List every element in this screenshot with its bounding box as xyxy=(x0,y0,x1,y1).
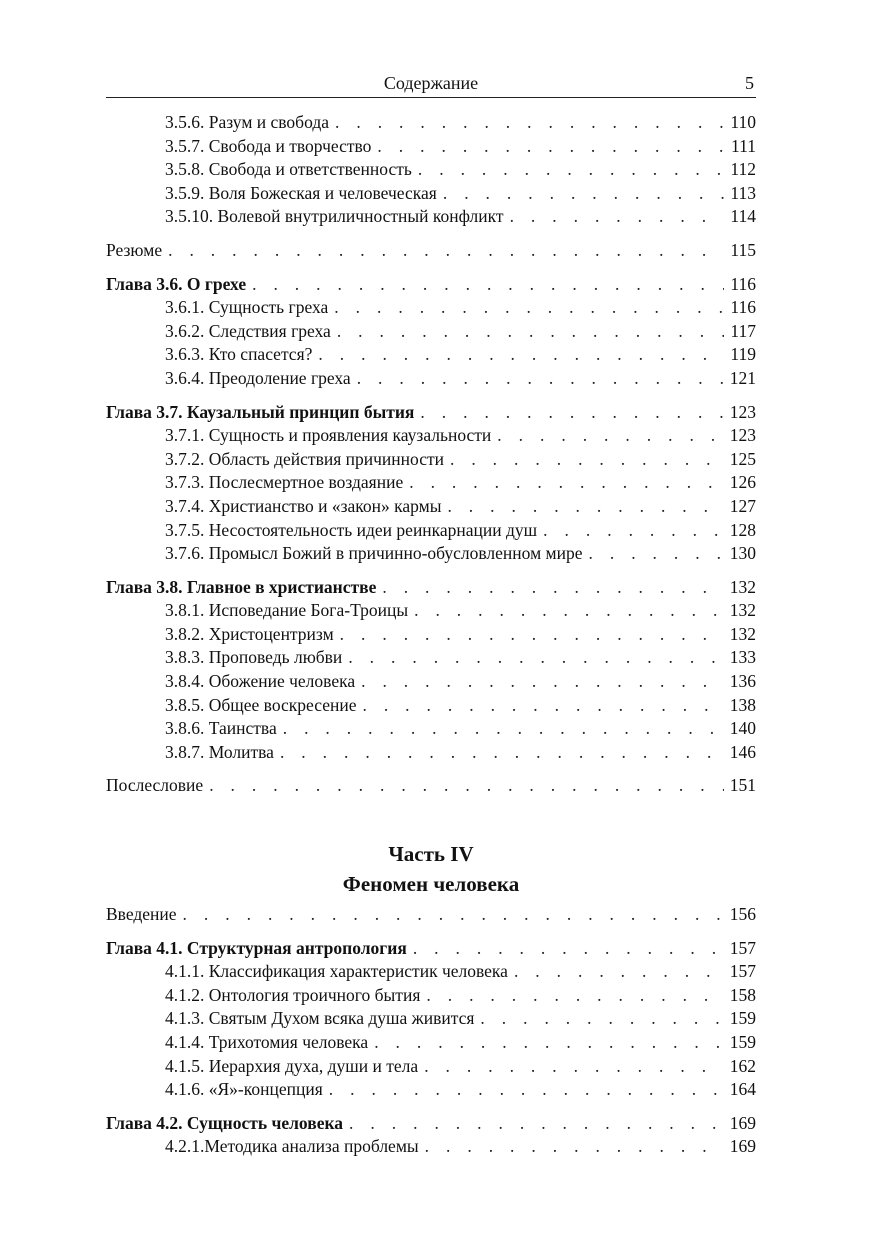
toc-entry-page: 117 xyxy=(730,320,756,341)
header-page-number: 5 xyxy=(745,73,754,93)
toc-entry[interactable] xyxy=(106,320,756,344)
toc-entry-title: 3.8.3. Проповедь любви xyxy=(165,647,343,668)
toc-entry-page: 110 xyxy=(730,112,756,132)
toc-entry-page: 115 xyxy=(730,239,756,260)
leader-dots xyxy=(334,296,724,320)
toc-entry[interactable] xyxy=(106,599,756,623)
toc-entry-title: Послесловие xyxy=(106,775,204,796)
leader-dots xyxy=(361,670,724,694)
toc-entry-title: 3.6.3. Кто спасется? xyxy=(165,344,313,365)
toc-entry-page: 159 xyxy=(729,1032,756,1052)
toc-entry-title: 3.7.6. Промысл Божий в причинно-обусловленном мире xyxy=(165,543,583,564)
toc-entry[interactable] xyxy=(106,111,756,135)
toc-entry[interactable] xyxy=(106,1055,756,1079)
chapter-title: Глава 3.8. Главное в христианстве xyxy=(106,576,377,597)
toc-entry[interactable] xyxy=(106,448,756,472)
toc-entry-page: 121 xyxy=(729,367,756,388)
leader-dots xyxy=(337,320,725,344)
toc-entry-title: 3.7.4. Христианство и «закон» кармы xyxy=(165,495,442,516)
leader-dots xyxy=(447,495,723,519)
toc-entry-page: 136 xyxy=(729,671,756,692)
toc-entry[interactable] xyxy=(106,623,756,647)
chapter-page: 132 xyxy=(729,576,756,597)
toc-entry[interactable] xyxy=(106,542,756,566)
toc-entry[interactable] xyxy=(106,296,756,320)
toc-entry[interactable] xyxy=(106,205,756,229)
toc-entry[interactable] xyxy=(106,424,756,448)
toc-entry-title: 3.6.2. Следствия греха xyxy=(165,320,331,341)
leader-dots xyxy=(280,741,724,765)
toc-entry-title: 4.1.4. Трихотомия человека xyxy=(165,1032,369,1052)
toc-entry-title: 4.1.2. Онтология троичного бытия xyxy=(165,984,421,1005)
toc-entry-page: 146 xyxy=(729,741,756,762)
leader-dots xyxy=(377,135,725,159)
leader-dots xyxy=(450,448,724,472)
toc-entry-title: 3.8.4. Обожение человека xyxy=(165,671,356,692)
leader-dots xyxy=(409,471,724,495)
table-of-contents xyxy=(106,111,756,1159)
chapter-page: 116 xyxy=(730,273,756,294)
toc-entry-page: 111 xyxy=(731,135,756,156)
toc-entry-title: 4.2.1.Методика анализа проблемы xyxy=(165,1136,419,1157)
leader-dots xyxy=(414,599,724,623)
toc-chapter-3-7[interactable] xyxy=(106,401,756,425)
leader-dots xyxy=(420,401,723,425)
leader-dots xyxy=(209,774,724,798)
leader-dots xyxy=(425,1135,724,1159)
toc-entry[interactable] xyxy=(106,717,756,741)
toc-entry-page: 114 xyxy=(730,206,756,227)
toc-entry-page: 127 xyxy=(729,495,756,516)
toc-entry-title: 3.8.5. Общее воскресение xyxy=(165,694,357,715)
toc-chapter-4-2[interactable] xyxy=(106,1112,756,1136)
toc-entry-page: 138 xyxy=(729,694,756,715)
leader-dots xyxy=(318,343,724,367)
toc-entry-resume[interactable] xyxy=(106,239,756,263)
toc-entry-title: 3.8.1. Исповедание Бога-Троицы xyxy=(165,600,409,621)
header-title: Содержание xyxy=(383,73,479,93)
toc-entry-introduction[interactable] xyxy=(106,903,756,927)
toc-entry-page: 159 xyxy=(729,1008,756,1029)
toc-entry-title: 4.1.1. Классификация характеристик человека xyxy=(165,961,508,982)
toc-entry-title: 3.6.4. Преодоление греха xyxy=(165,367,351,388)
part-title: Феномен человека xyxy=(342,872,520,897)
toc-entry-page: 113 xyxy=(730,182,756,203)
toc-entry-title: 3.7.5. Несостоятельность идеи реинкарнации душ xyxy=(165,519,538,540)
leader-dots xyxy=(374,1031,724,1055)
toc-entry-page: 130 xyxy=(729,543,756,564)
toc-entry[interactable] xyxy=(106,343,756,367)
toc-entry[interactable] xyxy=(106,694,756,718)
leader-dots xyxy=(543,519,724,543)
toc-entry-page: 126 xyxy=(729,472,756,493)
toc-entry-page: 119 xyxy=(730,344,756,365)
toc-entry-title: 3.6.1. Сущность греха xyxy=(165,297,329,318)
toc-entry-title: 3.8.2. Христоцентризм xyxy=(165,623,334,644)
leader-dots xyxy=(348,646,723,670)
toc-chapter-3-6[interactable] xyxy=(106,273,756,297)
toc-entry-page: 123 xyxy=(729,425,756,446)
toc-entry[interactable] xyxy=(106,367,756,391)
toc-entry-page: 157 xyxy=(729,961,756,982)
toc-entry-page: 151 xyxy=(729,775,756,796)
chapter-page: 123 xyxy=(729,401,756,422)
leader-dots xyxy=(335,111,724,135)
chapter-page: 169 xyxy=(729,1112,756,1133)
leader-dots xyxy=(283,717,724,741)
leader-dots xyxy=(589,542,724,566)
toc-entry-title: 3.8.7. Молитва xyxy=(165,741,274,762)
toc-entry-title: 3.7.3. Послесмертное воздаяние xyxy=(165,472,404,493)
toc-entry-page: 156 xyxy=(729,904,756,925)
toc-entry-page: 164 xyxy=(729,1079,756,1100)
toc-entry[interactable] xyxy=(106,1078,756,1102)
toc-entry-page: 132 xyxy=(729,623,756,644)
toc-entry-title: 3.5.10. Волевой внутриличностный конфликт xyxy=(165,206,504,227)
leader-dots xyxy=(340,623,724,647)
leader-dots xyxy=(510,205,725,229)
chapter-title: Глава 3.6. О грехе xyxy=(106,273,247,294)
leader-dots xyxy=(480,1007,723,1031)
toc-entry-page: 162 xyxy=(729,1055,756,1076)
leader-dots xyxy=(413,937,724,961)
toc-entry[interactable] xyxy=(106,960,756,984)
chapter-title: Глава 4.2. Сущность человека xyxy=(106,1112,344,1133)
toc-entry-page: 140 xyxy=(729,718,756,739)
toc-entry-title: 3.7.2. Область действия причинности xyxy=(165,448,444,469)
toc-entry[interactable] xyxy=(106,158,756,182)
toc-entry-page: 169 xyxy=(729,1136,756,1157)
leader-dots xyxy=(362,694,723,718)
toc-entry-title: 3.5.7. Свобода и творчество xyxy=(165,135,372,156)
leader-dots xyxy=(418,158,725,182)
toc-entry-title: Резюме xyxy=(106,239,163,260)
leader-dots xyxy=(514,960,724,984)
toc-entry[interactable] xyxy=(106,984,756,1008)
toc-entry-title: 3.5.6. Разум и свобода xyxy=(165,112,329,132)
running-header xyxy=(106,73,756,98)
toc-entry[interactable] xyxy=(106,646,756,670)
toc-entry-title: 3.5.9. Воля Божеская и человеческая xyxy=(165,182,437,203)
toc-entry[interactable] xyxy=(106,1135,756,1159)
leader-dots xyxy=(382,576,723,600)
toc-entry-page: 132 xyxy=(729,600,756,621)
part-label: Часть IV xyxy=(388,842,474,867)
toc-entry-title: 3.5.8. Свобода и ответственность xyxy=(165,159,412,180)
toc-entry-title: 4.1.6. «Я»-концепция xyxy=(165,1079,323,1100)
leader-dots xyxy=(349,1112,724,1136)
toc-entry[interactable] xyxy=(106,182,756,206)
leader-dots xyxy=(443,182,725,206)
leader-dots xyxy=(168,239,724,263)
toc-entry-page: 133 xyxy=(729,647,756,668)
chapter-title: Глава 4.1. Структурная антропология xyxy=(106,937,407,958)
toc-entry-title: 3.8.6. Таинства xyxy=(165,718,277,739)
toc-chapter-4-1[interactable] xyxy=(106,937,756,961)
leader-dots xyxy=(424,1055,724,1079)
toc-entry-page: 158 xyxy=(729,984,756,1005)
toc-entry[interactable] xyxy=(106,495,756,519)
toc-entry[interactable] xyxy=(106,519,756,543)
toc-entry[interactable] xyxy=(106,135,756,159)
toc-entry-afterword[interactable] xyxy=(106,774,756,798)
toc-entry[interactable] xyxy=(106,471,756,495)
toc-entry[interactable] xyxy=(106,1031,756,1055)
toc-entry-page: 128 xyxy=(729,519,756,540)
leader-dots xyxy=(357,367,724,391)
leader-dots xyxy=(426,984,723,1008)
toc-entry-page: 125 xyxy=(729,448,756,469)
toc-chapter-3-8[interactable] xyxy=(106,576,756,600)
toc-entry[interactable] xyxy=(106,1007,756,1031)
toc-entry-title: 4.1.5. Иерархия духа, души и тела xyxy=(165,1055,419,1076)
toc-entry-title: 3.7.1. Сущность и проявления каузальности xyxy=(165,425,492,446)
toc-entry-title: 4.1.3. Святым Духом всяка душа живится xyxy=(165,1008,475,1029)
leader-dots xyxy=(252,273,724,297)
leader-dots xyxy=(183,903,724,927)
leader-dots xyxy=(497,424,723,448)
chapter-page: 157 xyxy=(729,937,756,958)
toc-entry[interactable] xyxy=(106,670,756,694)
toc-entry-page: 112 xyxy=(730,159,756,180)
chapter-title: Глава 3.7. Каузальный принцип бытия xyxy=(106,401,415,422)
toc-entry[interactable] xyxy=(106,741,756,765)
toc-entry-page: 116 xyxy=(730,297,756,318)
leader-dots xyxy=(329,1078,724,1102)
toc-entry-title: Введение xyxy=(106,904,177,925)
